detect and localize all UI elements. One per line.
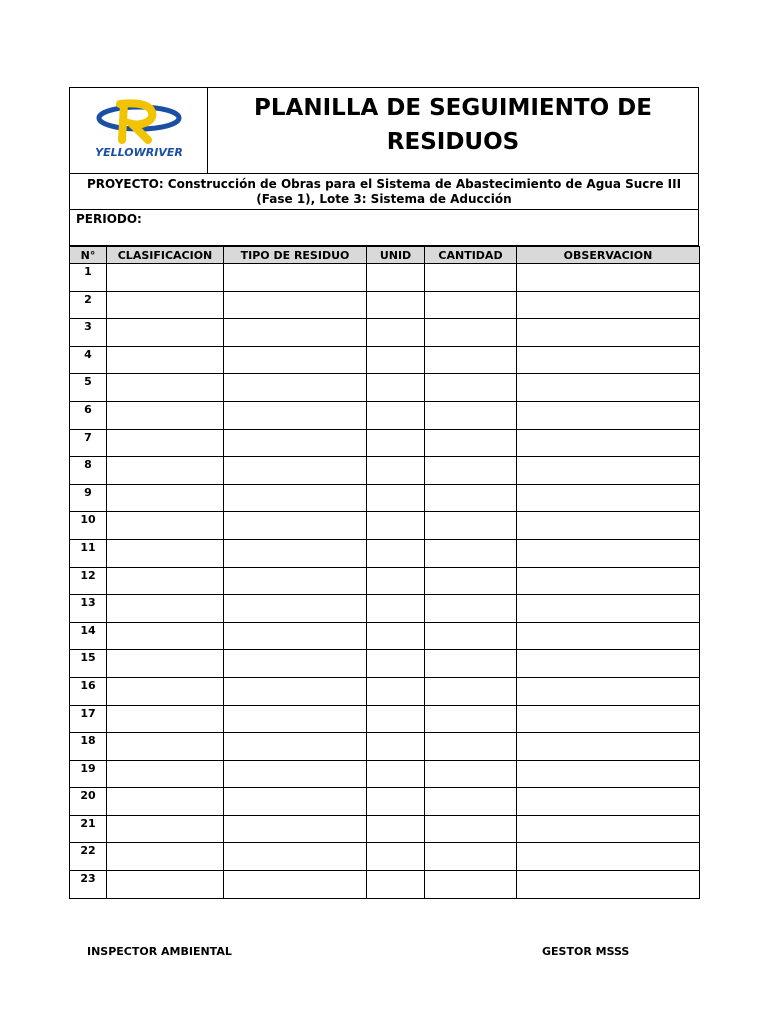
entry-cell[interactable] [367,871,425,899]
entry-cell[interactable] [224,650,367,678]
table-row [70,319,700,347]
entry-cell[interactable] [107,512,224,540]
entry-cell[interactable] [224,539,367,567]
row-number: 22 [70,843,107,871]
entry-cell[interactable] [425,567,517,595]
entry-cell[interactable] [367,539,425,567]
form-title: PLANILLA DE SEGUIMIENTO DE RESIDUOS [254,95,652,155]
entry-cell[interactable] [517,512,700,540]
entry-cell[interactable] [367,595,425,623]
entry-cell[interactable] [425,512,517,540]
entry-cell[interactable] [425,705,517,733]
entry-cell[interactable] [517,457,700,485]
entry-cell[interactable] [224,733,367,761]
entry-cell[interactable] [367,319,425,347]
entry-cell[interactable] [107,319,224,347]
entry-cell[interactable] [425,291,517,319]
entry-cell[interactable] [367,291,425,319]
entry-cell[interactable] [107,650,224,678]
row-number: 18 [70,733,107,761]
waste-table [69,246,700,899]
entry-cell[interactable] [224,264,367,292]
row-number: 15 [70,650,107,678]
table-row [70,705,700,733]
entry-cell[interactable] [367,512,425,540]
form-header [69,87,699,174]
table-row [70,291,700,319]
entry-cell[interactable] [224,871,367,899]
table-row [70,401,700,429]
entry-cell[interactable] [107,429,224,457]
entry-cell[interactable] [107,733,224,761]
entry-cell[interactable] [517,484,700,512]
row-number: 19 [70,760,107,788]
row-number: 9 [70,484,107,512]
entry-cell[interactable] [425,457,517,485]
row-number: 5 [70,374,107,402]
table-body [70,264,700,899]
row-number: 13 [70,595,107,623]
row-number: 16 [70,677,107,705]
entry-cell[interactable] [425,264,517,292]
table-row [70,346,700,374]
entry-cell[interactable] [107,539,224,567]
entry-cell[interactable] [425,374,517,402]
row-number: 3 [70,319,107,347]
row-number: 23 [70,871,107,899]
entry-cell[interactable] [425,760,517,788]
table-row [70,788,700,816]
table-row [70,871,700,899]
entry-cell[interactable] [517,788,700,816]
table-row [70,374,700,402]
entry-cell[interactable] [517,567,700,595]
entry-cell[interactable] [107,264,224,292]
entry-cell[interactable] [224,843,367,871]
entry-cell[interactable] [425,429,517,457]
entry-cell[interactable] [517,622,700,650]
entry-cell[interactable] [425,484,517,512]
entry-cell[interactable] [367,401,425,429]
entry-cell[interactable] [224,760,367,788]
entry-cell[interactable] [367,677,425,705]
entry-cell[interactable] [107,291,224,319]
entry-cell[interactable] [517,264,700,292]
table-row [70,815,700,843]
entry-cell[interactable] [224,346,367,374]
entry-cell[interactable] [107,567,224,595]
entry-cell[interactable] [224,788,367,816]
entry-cell[interactable] [425,677,517,705]
table-row [70,733,700,761]
entry-cell[interactable] [107,401,224,429]
entry-cell[interactable] [224,457,367,485]
entry-cell[interactable] [517,401,700,429]
entry-cell[interactable] [367,760,425,788]
entry-cell[interactable] [367,567,425,595]
entry-cell[interactable] [367,346,425,374]
entry-cell[interactable] [517,429,700,457]
entry-cell[interactable] [425,622,517,650]
entry-cell[interactable] [425,319,517,347]
table-row [70,484,700,512]
row-number: 21 [70,815,107,843]
row-number: 1 [70,264,107,292]
entry-cell[interactable] [224,677,367,705]
entry-cell[interactable] [367,429,425,457]
manager-signature-label: GESTOR MSSS [542,945,630,958]
table-row [70,843,700,871]
column-header: TIPO DE RESIDUO [224,247,367,264]
entry-cell[interactable] [367,374,425,402]
entry-cell[interactable] [224,374,367,402]
entry-cell[interactable] [107,760,224,788]
entry-cell[interactable] [224,815,367,843]
table-row [70,457,700,485]
table-row [70,429,700,457]
entry-cell[interactable] [517,760,700,788]
entry-cell[interactable] [224,429,367,457]
entry-cell[interactable] [224,595,367,623]
entry-cell[interactable] [107,595,224,623]
entry-cell[interactable] [367,843,425,871]
entry-cell[interactable] [517,291,700,319]
entry-cell[interactable] [425,843,517,871]
entry-cell[interactable] [367,815,425,843]
entry-cell[interactable] [224,567,367,595]
row-number: 20 [70,788,107,816]
entry-cell[interactable] [224,705,367,733]
entry-cell[interactable] [224,291,367,319]
table-row [70,512,700,540]
entry-cell[interactable] [425,788,517,816]
entry-cell[interactable] [425,595,517,623]
table-row [70,595,700,623]
column-header: CANTIDAD [425,247,517,264]
entry-cell[interactable] [517,346,700,374]
entry-cell[interactable] [425,815,517,843]
entry-cell[interactable] [517,733,700,761]
table-row [70,760,700,788]
entry-cell[interactable] [367,733,425,761]
entry-cell[interactable] [517,539,700,567]
entry-cell[interactable] [224,401,367,429]
entry-cell[interactable] [224,484,367,512]
table-row [70,567,700,595]
entry-cell[interactable] [517,374,700,402]
entry-cell[interactable] [425,650,517,678]
entry-cell[interactable] [367,788,425,816]
row-number: 12 [70,567,107,595]
period-label: PERIODO: [76,212,142,226]
entry-cell[interactable] [367,705,425,733]
entry-cell[interactable] [517,815,700,843]
entry-cell[interactable] [107,346,224,374]
entry-cell[interactable] [517,871,700,899]
row-number: 14 [70,622,107,650]
entry-cell[interactable] [107,484,224,512]
column-header: OBSERVACION [517,247,700,264]
column-header: UNID [367,247,425,264]
entry-cell[interactable] [224,622,367,650]
inspector-signature-label: INSPECTOR AMBIENTAL [87,945,232,958]
table-row [70,264,700,292]
table-row [70,622,700,650]
entry-cell[interactable] [107,457,224,485]
entry-cell[interactable] [224,319,367,347]
entry-cell[interactable] [107,622,224,650]
table-row [70,650,700,678]
logo-cell [70,88,208,173]
yellowriver-logo [78,96,200,160]
entry-cell[interactable] [425,401,517,429]
waste-tracking-form [69,87,699,899]
entry-cell[interactable] [517,843,700,871]
entry-cell[interactable] [367,484,425,512]
project-description: PROYECTO: Construcción de Obras para el Sistema de Abastecimiento de Agua Sucre III (Fase 1), Lote 3: Sistema de Aducción [69,174,699,210]
entry-cell[interactable] [425,346,517,374]
row-number: 7 [70,429,107,457]
table-row [70,677,700,705]
entry-cell[interactable] [425,733,517,761]
entry-cell[interactable] [367,650,425,678]
entry-cell[interactable] [107,374,224,402]
entry-cell[interactable] [367,457,425,485]
entry-cell[interactable] [517,595,700,623]
entry-cell[interactable] [517,677,700,705]
row-number: 4 [70,346,107,374]
logo-text: YELLOWRIVER [95,146,183,159]
row-number: 10 [70,512,107,540]
period-field[interactable] [69,210,699,246]
entry-cell[interactable] [107,705,224,733]
row-number: 2 [70,291,107,319]
entry-cell[interactable] [107,677,224,705]
row-number: 17 [70,705,107,733]
row-number: 8 [70,457,107,485]
entry-cell[interactable] [107,788,224,816]
column-header: CLASIFICACION [107,247,224,264]
entry-cell[interactable] [107,871,224,899]
entry-cell[interactable] [224,512,367,540]
column-header: N° [70,247,107,264]
entry-cell[interactable] [425,871,517,899]
entry-cell[interactable] [367,622,425,650]
table-header-row [70,247,700,264]
row-number: 11 [70,539,107,567]
entry-cell[interactable] [425,539,517,567]
row-number: 6 [70,401,107,429]
entry-cell[interactable] [107,843,224,871]
table-row [70,539,700,567]
entry-cell[interactable] [517,319,700,347]
entry-cell[interactable] [367,264,425,292]
entry-cell[interactable] [517,650,700,678]
entry-cell[interactable] [517,705,700,733]
entry-cell[interactable] [107,815,224,843]
